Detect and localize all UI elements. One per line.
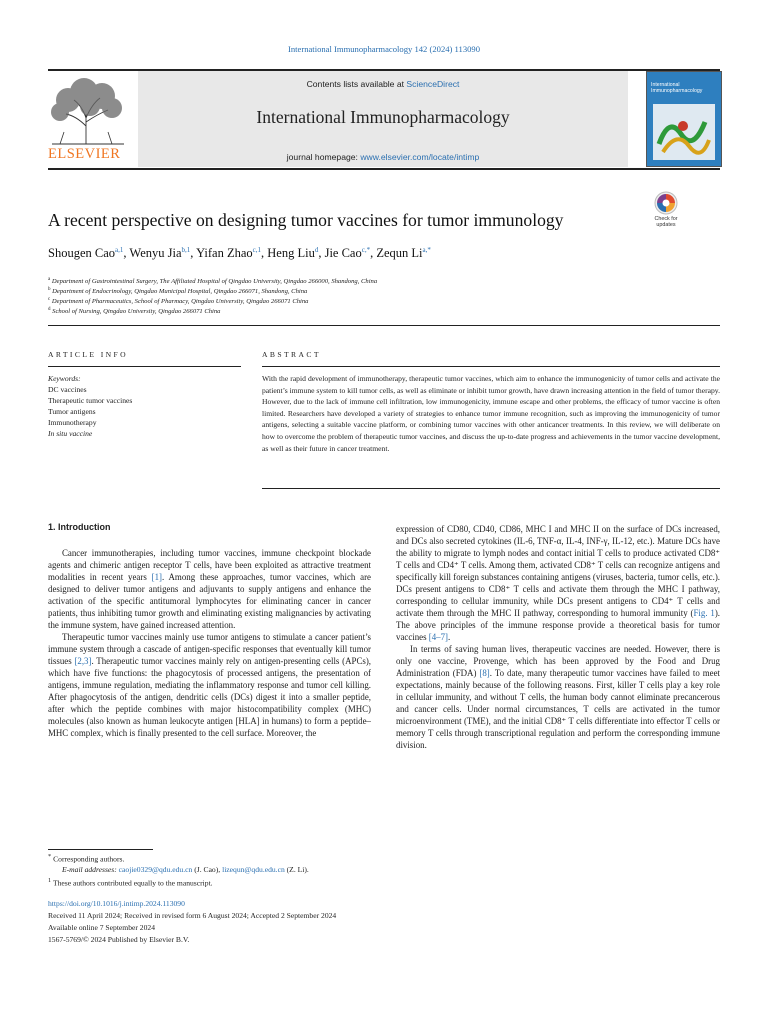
- email-link[interactable]: caojie0329@qdu.edu.cn: [118, 865, 193, 874]
- author-name[interactable]: Zequn Li: [376, 246, 423, 261]
- received-dates: Received 11 April 2024; Received in revised form 6 August 2024; Accepted 2 September 2024: [48, 911, 337, 920]
- abstract-rule: [262, 366, 720, 367]
- body-column-left: [48, 547, 371, 739]
- available-online: Available online 7 September 2024: [48, 923, 155, 932]
- paragraph-text: ). The above principles of the immune response provide a theoretical basis for tumor vaccines: [396, 608, 720, 642]
- copyright: 1567-5769/© 2024 Published by Elsevier B.V.: [48, 935, 190, 944]
- paragraph: [396, 523, 720, 643]
- author-affil-marker[interactable]: c,*: [361, 246, 371, 254]
- email-owner: (Z. Li).: [286, 865, 309, 874]
- check-updates-label: Check for updates: [654, 216, 678, 228]
- footnote-mark: 1: [48, 877, 52, 884]
- cover-title: International Immunopharmacology: [651, 82, 703, 94]
- check-for-updates-badge[interactable]: [646, 190, 686, 232]
- keyword: In situ vaccine: [48, 429, 93, 438]
- affiliation-text: Department of Pharmaceutics, School of Pharmacy, Qingdao University, Qingdao 266071 China: [51, 298, 309, 306]
- homepage-label: journal homepage:: [286, 152, 358, 162]
- footnote-rule: [48, 849, 153, 850]
- article-info-heading: ARTICLE INFO: [48, 350, 129, 359]
- author-name[interactable]: Jie Cao: [324, 246, 362, 261]
- affiliation-key: c: [48, 297, 51, 302]
- email-link[interactable]: lizequn@qdu.edu.cn: [222, 865, 285, 874]
- keyword: Immunotherapy: [48, 418, 97, 427]
- author-affil-marker[interactable]: c,1: [252, 246, 262, 254]
- abstract-heading: ABSTRACT: [262, 350, 321, 359]
- doi-link[interactable]: https://doi.org/10.1016/j.intimp.2024.113090: [48, 899, 185, 908]
- article-info-rule: [48, 366, 241, 367]
- affiliation-key: a: [48, 277, 51, 282]
- footnote-equal-contribution: [48, 877, 213, 888]
- contents-available: [138, 79, 628, 89]
- author-affil-marker[interactable]: d: [314, 246, 319, 254]
- paragraph: [396, 643, 720, 751]
- affiliation-text: Department of Endocrinology, Qingdao Municipal Hospital, Qingdao 266071, Shandong, China: [52, 288, 308, 296]
- affiliation-key: b: [48, 287, 51, 292]
- author-affil-marker[interactable]: a,*: [422, 246, 431, 254]
- contents-prefix: Contents lists available at: [306, 79, 405, 89]
- author-name[interactable]: Shougen Cao: [48, 246, 116, 261]
- cover-molecule-icon: [653, 104, 715, 160]
- check-updates-icon: [646, 190, 686, 216]
- article-title: A recent perspective on designing tumor vaccines for tumor immunology: [48, 210, 564, 230]
- email-owner: (J. Cao),: [194, 865, 221, 874]
- paragraph-text: Cancer immunotherapies, including tumor vaccines, immune checkpoint blockade agents and chimeric antigen receptor T cells, have been exploited as attractive treatment modalities in recent years: [48, 548, 371, 582]
- homepage-link[interactable]: www.elsevier.com/locate/intimp: [360, 152, 480, 162]
- paragraph: [48, 547, 371, 631]
- journal-cover-thumbnail[interactable]: [646, 71, 722, 167]
- email-label: E-mail addresses:: [62, 865, 117, 874]
- footnote-text: These authors contributed equally to the manuscript.: [52, 878, 213, 888]
- paragraph-text: expression of CD80, CD40, CD86, MHC I and MHC II on the surface of DCs increased, and DCs also secreted cytokines (IL-6, TNF-α, IL-4, INF-γ, IL-12, etc.). Mature DCs have the ability to migrate to lymph nodes and contact initial T cells to produce activated CD8⁺ T cells and CD4⁺ T cells. Among them, activated CD8⁺ T cells can recognize antigens and specifically kill foreign substances containing antigens (viruses, bacteria, tumor cells, etc.). DCs present antigens to CD8⁺ T cells and activate them through the MHC I pathway, corresponding to cellular immunity, while DCs present antigens to CD4⁺ T cells and activate them through the MHC II pathway, corresponding to humoral immunity (: [396, 524, 720, 618]
- reference-link[interactable]: [1]: [151, 572, 162, 582]
- author-list: Shougen Cao$^{a,1}$, Wenyu Jia$^{b,1}$, Yifan Zhao$^{c,1}$, Heng Liu$^d$, Jie Cao$^{c,*}$, Zequn $Li^{a,*}$: [48, 246, 431, 261]
- paragraph-text: Therapeutic tumor vaccines mainly use tumor antigens to stimulate a cancer patient’s immune system through a cascade of antigen-specific responses that eventually kill tumor tissues: [48, 632, 371, 666]
- affiliation-text: Department of Gastrointestinal Surgery, The Affiliated Hospital of Qingdao University, Qingdao 266000, Shandong, China: [51, 278, 378, 286]
- section-heading-introduction: 1. Introduction: [48, 522, 111, 532]
- affiliation: [48, 287, 307, 295]
- paragraph-text: In terms of saving human lives, therapeutic vaccines are needed. However, there is only one vaccine, Provenge, which has been approved by the Food and Drug Administration (FDA): [396, 644, 720, 678]
- author-name[interactable]: Yifan Zhao: [196, 246, 253, 261]
- footnote-text: Corresponding authors.: [53, 854, 125, 864]
- abstract-text: With the rapid development of immunotherapy, therapeutic tumor vaccines, which aim to enhance the immunogenicity of tumor cells and activate the patient’s immune system to kill tumor cells, as well as eliminate or inhibit tumor growth, have drawn increasing attention in the field of tumor therapy. However, due to the lack of immune cell infiltration, low immunogenicity, immune escape and other problems, the efficacy of tumor vaccine is often limited. Researchers have developed a variety of strategies to enhance tumor immune recognition, such as improving the immunogenicity of tumor antigens, selecting a suitable vaccine platform, or combining tumor vaccines with other anticancer treatments. In this review, we will deliberate on how to overcome the problem of therapeutic tumor vaccines, and discuss the up-to-date progress and achievements in the tumor vaccine development, as well as their future in cancer treatment.: [262, 374, 720, 453]
- footnote-corresponding: [48, 853, 124, 864]
- reference-link[interactable]: [4–7]: [428, 632, 449, 642]
- keyword: DC vaccines: [48, 385, 87, 394]
- reference-link[interactable]: [2,3]: [74, 656, 92, 666]
- keyword: Therapeutic tumor vaccines: [48, 396, 133, 405]
- journal-name: International Immunopharmacology: [256, 107, 510, 127]
- elsevier-tree-logo-icon: [46, 76, 130, 146]
- elsevier-logo-text: ELSEVIER: [48, 146, 121, 162]
- affiliation-text: School of Nursing, Qingdao University, Qingdao 266071 China: [52, 308, 221, 316]
- author-name[interactable]: Wenyu Jia: [129, 246, 182, 261]
- affiliation: [48, 297, 308, 305]
- paragraph: [48, 631, 371, 739]
- sciencedirect-link[interactable]: ScienceDirect: [406, 79, 460, 89]
- author-name[interactable]: Heng Liu: [267, 246, 315, 261]
- author-affil-marker[interactable]: a,1: [115, 246, 124, 254]
- author-affil-marker[interactable]: b,1: [181, 246, 191, 254]
- paragraph-text: . Therapeutic tumor vaccines mainly rely on antigen-presenting cells (APCs), which have five functions: the phagocytosis of processed antigens, the presentation of antigens, immune regulation, mediating the inflammatory response and tumor cell killing. After phagocytosis of the antigen, dendritic cells (DCs) digest it into a smaller peptide, after which the peptide combines with major histocompatibility complex (MHC) molecules (also known as human leukocyte antigen [HLA] in humans) to form a peptide–MHC complex, which is finally presented to the cell surface. Moreover, the: [48, 656, 371, 738]
- keywords-label: Keywords:: [48, 374, 81, 383]
- affiliations-rule: [48, 325, 720, 326]
- affiliation-key: d: [48, 307, 51, 312]
- affiliation: [48, 307, 220, 315]
- figure-link[interactable]: Fig. 1: [693, 608, 715, 618]
- paragraph-text: . To date, many therapeutic tumor vaccines have failed to meet expectations, mainly because of the following reasons. First, killer T cells play a key role in cellular immunity, and without T cells, the human body cannot eliminate precancerous and cancer cells. Under normal circumstances, T cells are activated in the tumor microenvironment (TME), and the initial CD8⁺ T cells differentiate into effector T cells or memory T cells through transcriptional regulation and perform the corresponding immune division.: [396, 668, 721, 750]
- footnote-emails: [62, 865, 309, 874]
- keyword: Tumor antigens: [48, 407, 96, 416]
- body-column-right: [396, 523, 720, 751]
- affiliation: [48, 277, 377, 285]
- paragraph-text: .: [448, 632, 451, 642]
- footnote-mark: *: [48, 853, 52, 860]
- reference-link[interactable]: [8]: [479, 668, 490, 678]
- paragraph-text: . Among these approaches, tumor vaccines, which are designed to deliver tumor antigens and adjuvants to supply antigens and enhance the activation of the specific antitumoral lymphocytes for eliminating cancer in cancer patients, thus inhibiting tumor growth and eliminating existing malignancies by activating the immune system, have gained increased attention.: [48, 572, 372, 630]
- journal-citation[interactable]: International Immunopharmacology 142 (2024) 113090: [287, 44, 481, 54]
- journal-homepage: [138, 152, 628, 162]
- banner-bottom-rule: [48, 168, 720, 170]
- doi: [48, 899, 185, 908]
- abstract-bottom-rule: [262, 488, 720, 489]
